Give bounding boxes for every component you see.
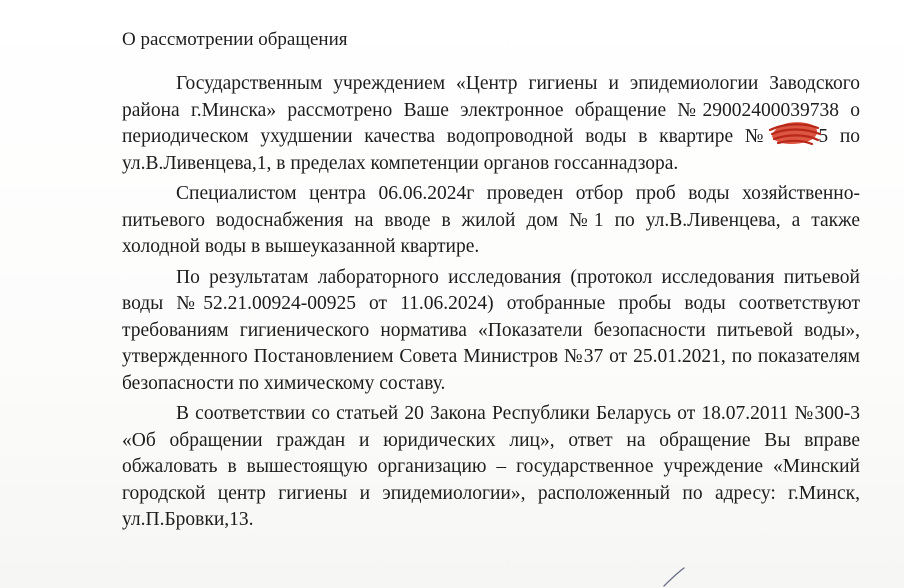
paragraph-appeal-rights: В соответствии со статьей 20 Закона Республики Беларусь от 18.07.2011 №300-3 «Об обращении граждан и юридических лиц», ответ на обращение Вы вправе обжаловать в вышестоящую организацию – государственное учреждение «Минский городской центр гигиены и эпидемиологии», расположенный по адресу: г.Минск, ул.П.Бровки,13. [122, 403, 860, 530]
paragraph-appeal-review [122, 71, 860, 177]
redaction-scribble [770, 124, 818, 146]
paragraph-lab-results: По результатам лабораторного исследования (протокол исследования питьевой воды №52.21.00924-00925 от 11.06.2024) отобранные пробы воды соответствуют требованиям гигиенического норматива «Показатели безопасности питьевой воды», утвержденного Постановлением Совета Министров №37 от 25.01.2021, по показателям безопасности по химическому составу. [122, 266, 860, 394]
signature-mark [660, 566, 690, 588]
paragraph-text-before-redaction: Государственным учреждением «Центр гигиены и эпидемиологии Заводского района г.Минска» рассмотрено Ваше электронное обращение №29002400039738 о периодическом ухудшении качества водопроводной воды в квартире № [122, 73, 860, 147]
paragraph-text-after-redaction: 5 по ул.В.Ливенцева,1, в пределах компетенции органов госсаннадзора. [122, 126, 861, 174]
letter-body [122, 71, 860, 538]
paragraph-sampling: Специалистом центра 06.06.2024г проведен отбор проб воды хозяйственно-питьевого водоснабжения на вводе в жилой дом №1 по ул.В.Ливенцева, а также холодной воды в вышеуказанной квартире. [122, 183, 860, 257]
redaction-scribble-drawing [766, 116, 824, 150]
letter-subject: О рассмотрении обращения [122, 29, 348, 50]
